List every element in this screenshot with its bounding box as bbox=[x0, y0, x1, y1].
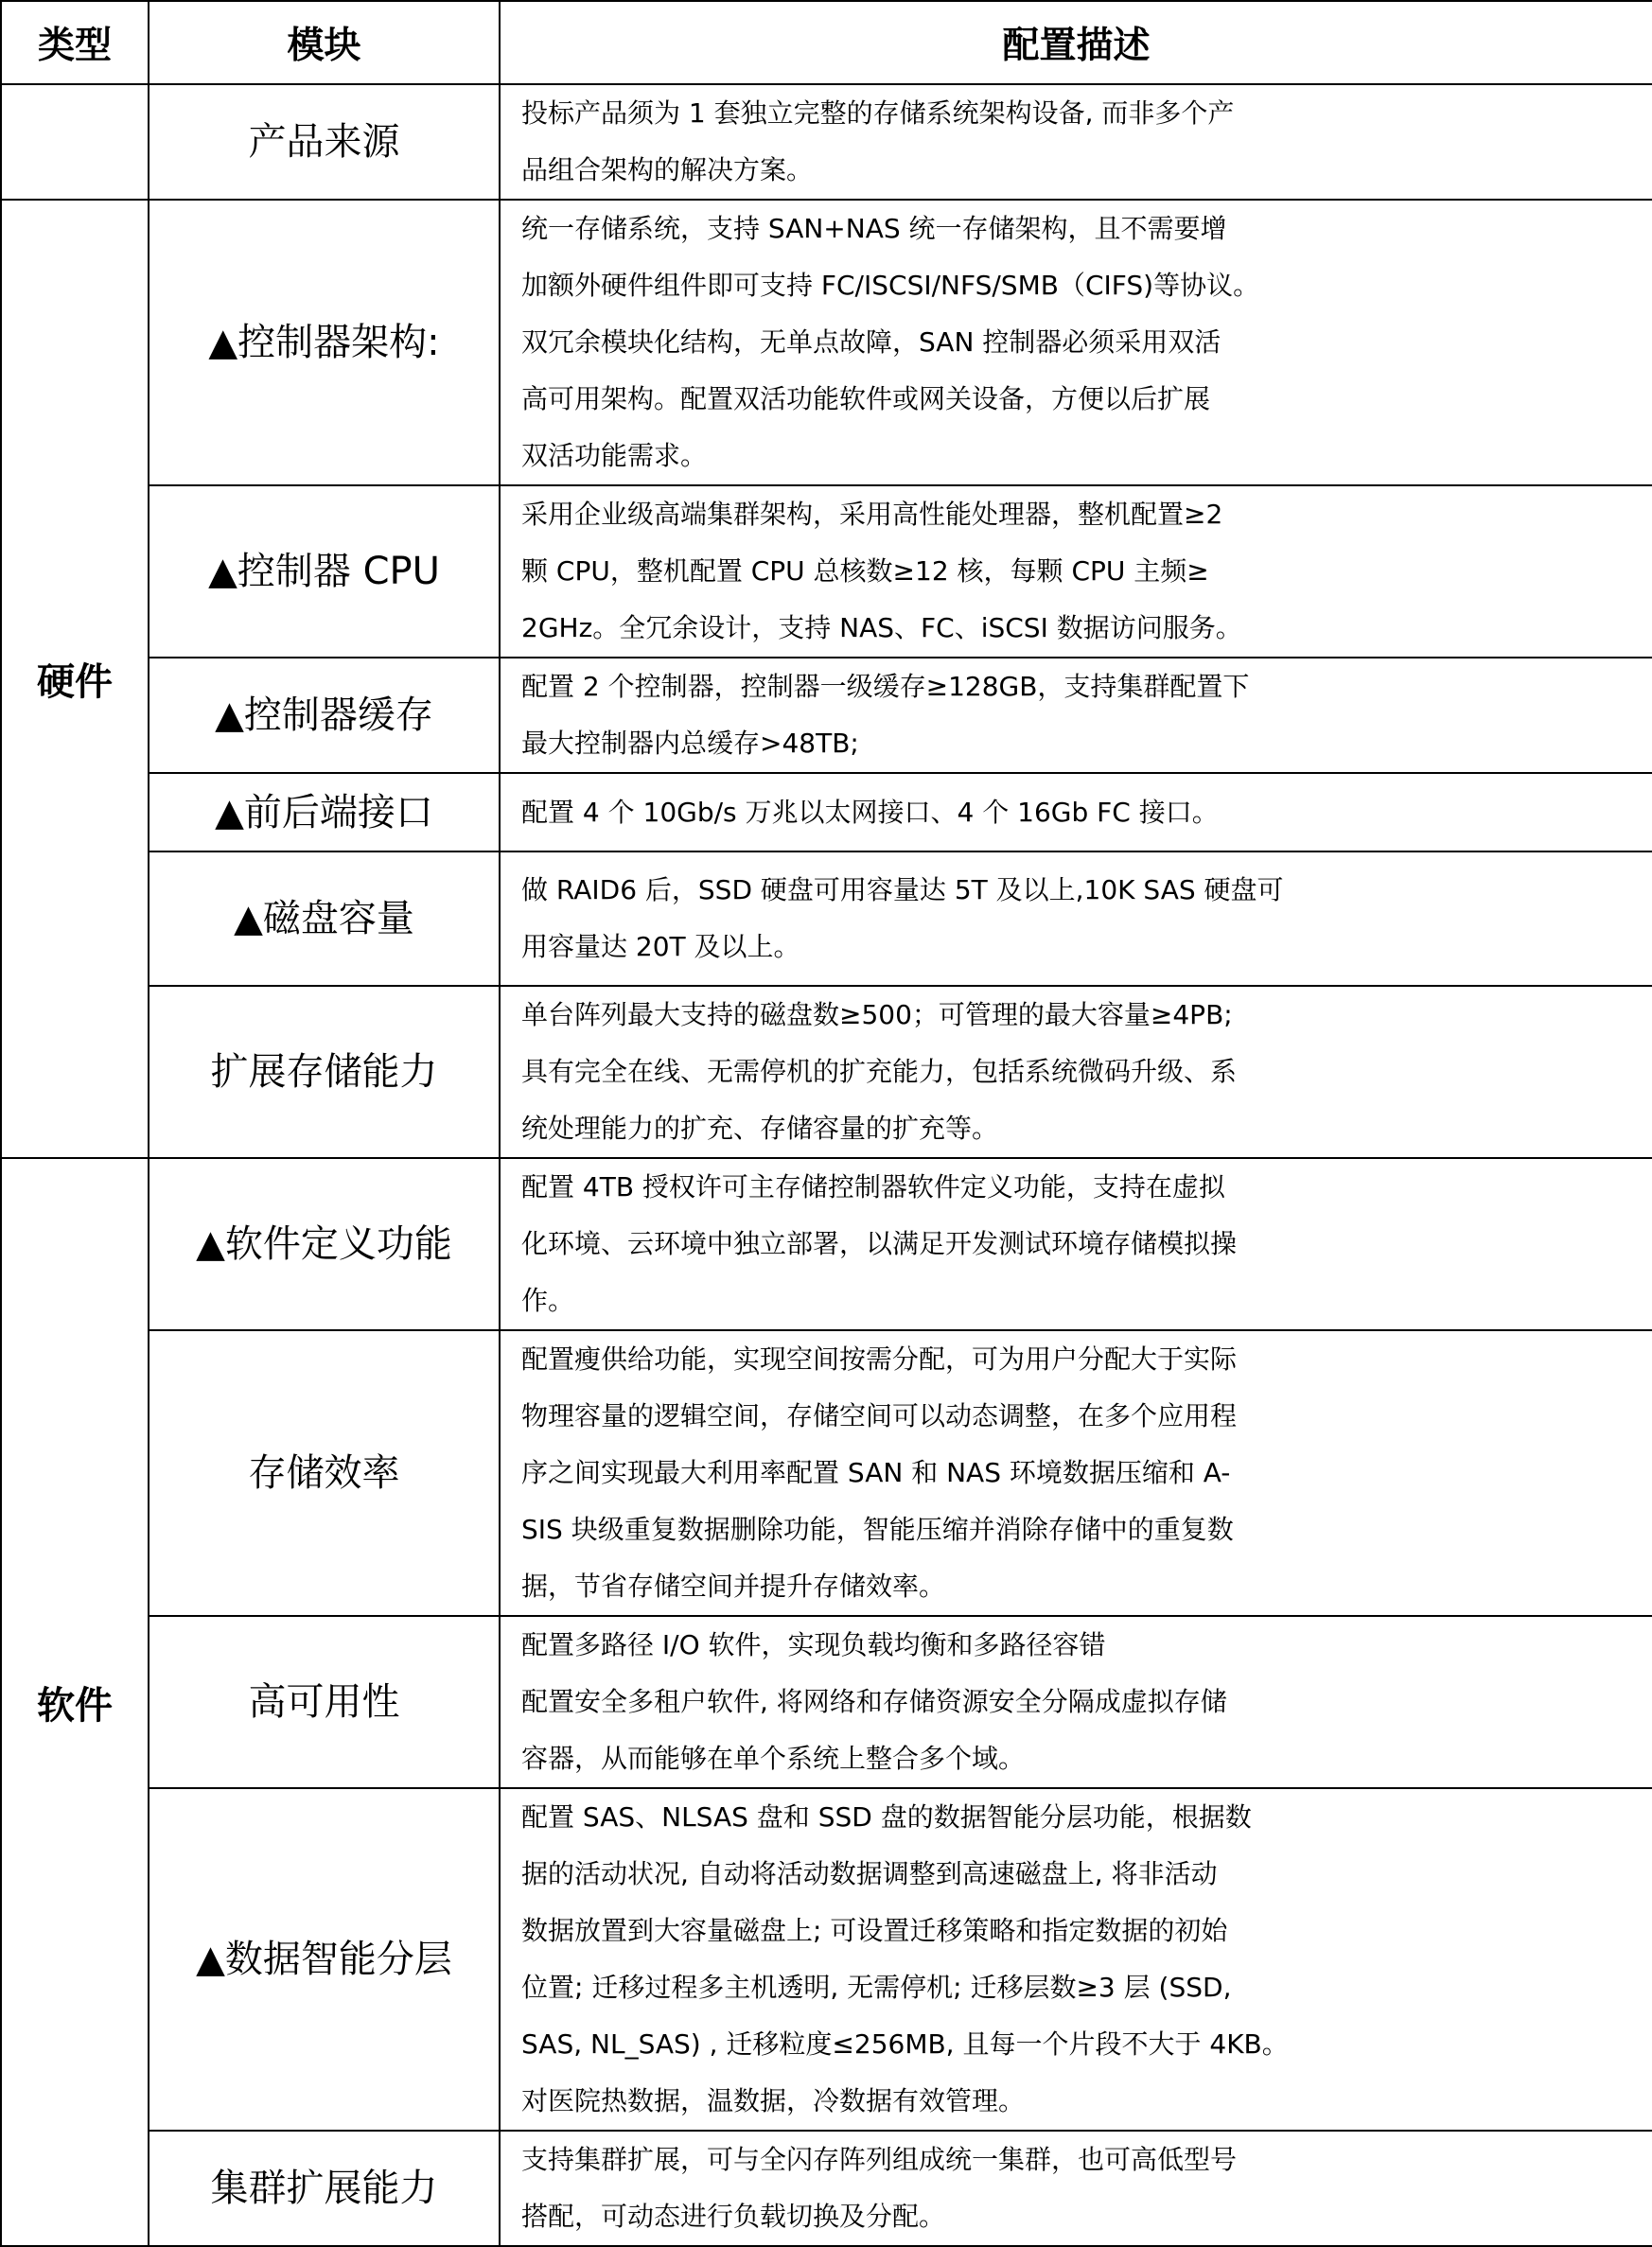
header-type: 类型 bbox=[1, 1, 149, 84]
description-line: 配置 SAS、NLSAS 盘和 SSD 盘的数据智能分层功能，根据数 bbox=[521, 1801, 1252, 1833]
description-line: 统处理能力的扩充、存储容量的扩充等。 bbox=[521, 1113, 999, 1144]
module-cell: ▲数据智能分层 bbox=[149, 1788, 500, 2131]
table-row bbox=[1, 1158, 1652, 1330]
description-line: 2GHz。全冗余设计，支持 NAS、FC、iSCSI 数据访问服务。 bbox=[521, 612, 1242, 643]
module-cell: ▲前后端接口 bbox=[149, 773, 500, 851]
description-line: 品组合架构的解决方案。 bbox=[521, 154, 814, 185]
module-cell: ▲控制器架构: bbox=[149, 200, 500, 485]
table-row bbox=[1, 2131, 1652, 2246]
description-line: 做 RAID6 后，SSD 硬盘可用容量达 5T 及以上,10K SAS 硬盘可 bbox=[521, 874, 1284, 905]
description-cell bbox=[500, 851, 1652, 986]
type-cell-hardware: 硬件 bbox=[1, 200, 149, 1158]
module-cell: ▲磁盘容量 bbox=[149, 851, 500, 986]
description-cell bbox=[500, 200, 1652, 485]
description-line: 加额外硬件组件即可支持 FC/ISCSI/NFS/SMB（CIFS)等协议。 bbox=[521, 270, 1260, 301]
module-cell: ▲控制器 CPU bbox=[149, 485, 500, 658]
description-line: 单台阵列最大支持的磁盘数≥500；可管理的最大容量≥4PB; bbox=[521, 999, 1233, 1030]
table-row bbox=[1, 851, 1652, 986]
table-row bbox=[1, 1330, 1652, 1616]
description-line: 最大控制器内总缓存>48TB; bbox=[521, 728, 859, 759]
table-row bbox=[1, 1616, 1652, 1788]
type-cell-software: 软件 bbox=[1, 1158, 149, 2246]
description-line: 搭配，可动态进行负载切换及分配。 bbox=[521, 2201, 946, 2232]
description-line: 颗 CPU，整机配置 CPU 总核数≥12 核，每颗 CPU 主频≥ bbox=[521, 555, 1209, 587]
description-line: 配置多路径 I/O 软件，实现负载均衡和多路径容错 bbox=[521, 1629, 1106, 1660]
header-description: 配置描述 bbox=[500, 1, 1652, 84]
header-row bbox=[1, 1, 1652, 84]
description-line: SIS 块级重复数据删除功能，智能压缩并消除存储中的重复数 bbox=[521, 1514, 1234, 1545]
description-line: 具有完全在线、无需停机的扩充能力，包括系统微码升级、系 bbox=[521, 1056, 1238, 1087]
description-line: 数据放置到大容量磁盘上; 可设置迁移策略和指定数据的初始 bbox=[521, 1915, 1228, 1946]
description-line: 配置 4TB 授权许可主存储控制器软件定义功能，支持在虚拟 bbox=[521, 1171, 1225, 1202]
description-cell bbox=[500, 485, 1652, 658]
description-line: 配置 2 个控制器，控制器一级缓存≥128GB，支持集群配置下 bbox=[521, 671, 1250, 702]
description-line: 作。 bbox=[521, 1285, 575, 1316]
description-line: 统一存储系统，支持 SAN+NAS 统一存储架构，且不需要增 bbox=[521, 213, 1227, 244]
description-line: 用容量达 20T 及以上。 bbox=[521, 931, 800, 962]
description-line: 双活功能需求。 bbox=[521, 440, 708, 471]
table-row bbox=[1, 200, 1652, 485]
table-row bbox=[1, 1788, 1652, 2131]
module-cell: ▲软件定义功能 bbox=[149, 1158, 500, 1330]
description-line: 配置安全多租户软件, 将网络和存储资源安全分隔成虚拟存储 bbox=[521, 1686, 1227, 1717]
description-line: 采用企业级高端集群架构，采用高性能处理器，整机配置≥2 bbox=[521, 499, 1223, 530]
module-cell: 扩展存储能力 bbox=[149, 986, 500, 1158]
description-line: 物理容量的逻辑空间，存储空间可以动态调整，在多个应用程 bbox=[521, 1400, 1238, 1431]
description-line: 据，节省存储空间并提升存储效率。 bbox=[521, 1571, 946, 1602]
module-cell: 集群扩展能力 bbox=[149, 2131, 500, 2246]
module-cell: 高可用性 bbox=[149, 1616, 500, 1788]
description-cell bbox=[500, 2131, 1652, 2246]
description-line: 位置; 迁移过程多主机透明, 无需停机; 迁移层数≥3 层 (SSD, bbox=[521, 1972, 1232, 2003]
module-cell: 产品来源 bbox=[149, 84, 500, 200]
description-line: 序之间实现最大利用率配置 SAN 和 NAS 环境数据压缩和 A- bbox=[521, 1457, 1231, 1488]
description-line: 投标产品须为 1 套独立完整的存储系统架构设备, 而非多个产 bbox=[521, 97, 1235, 129]
description-cell bbox=[500, 84, 1652, 200]
description-cell bbox=[500, 1330, 1652, 1616]
description-cell bbox=[500, 1616, 1652, 1788]
description-cell bbox=[500, 773, 1652, 851]
description-line: 据的活动状况, 自动将活动数据调整到高速磁盘上, 将非活动 bbox=[521, 1858, 1218, 1889]
description-line: SAS, NL_SAS) , 迁移粒度≤256MB, 且每一个片段不大于 4KB。 bbox=[521, 2028, 1289, 2060]
description-cell bbox=[500, 986, 1652, 1158]
description-cell bbox=[500, 658, 1652, 773]
header-module: 模块 bbox=[149, 1, 500, 84]
description-line: 容器，从而能够在单个系统上整合多个域。 bbox=[521, 1743, 1026, 1774]
description-line: 双冗余模块化结构，无单点故障，SAN 控制器必须采用双活 bbox=[521, 326, 1221, 358]
type-cell-empty bbox=[1, 84, 149, 200]
description-line: 对医院热数据，温数据，冷数据有效管理。 bbox=[521, 2085, 1026, 2116]
description-cell bbox=[500, 1788, 1652, 2131]
table-row bbox=[1, 658, 1652, 773]
module-cell: 存储效率 bbox=[149, 1330, 500, 1616]
table-row bbox=[1, 986, 1652, 1158]
table-row bbox=[1, 84, 1652, 200]
table-row bbox=[1, 773, 1652, 851]
description-cell bbox=[500, 1158, 1652, 1330]
description-line: 配置 4 个 10Gb/s 万兆以太网接口、4 个 16Gb FC 接口。 bbox=[521, 796, 1219, 828]
description-line: 配置瘦供给功能，实现空间按需分配，可为用户分配大于实际 bbox=[521, 1343, 1238, 1375]
table-row bbox=[1, 485, 1652, 658]
description-line: 化环境、云环境中独立部署，以满足开发测试环境存储模拟操 bbox=[521, 1228, 1238, 1259]
module-cell: ▲控制器缓存 bbox=[149, 658, 500, 773]
description-line: 高可用架构。配置双活功能软件或网关设备，方便以后扩展 bbox=[521, 383, 1211, 414]
description-line: 支持集群扩展，可与全闪存阵列组成统一集群，也可高低型号 bbox=[521, 2144, 1238, 2175]
